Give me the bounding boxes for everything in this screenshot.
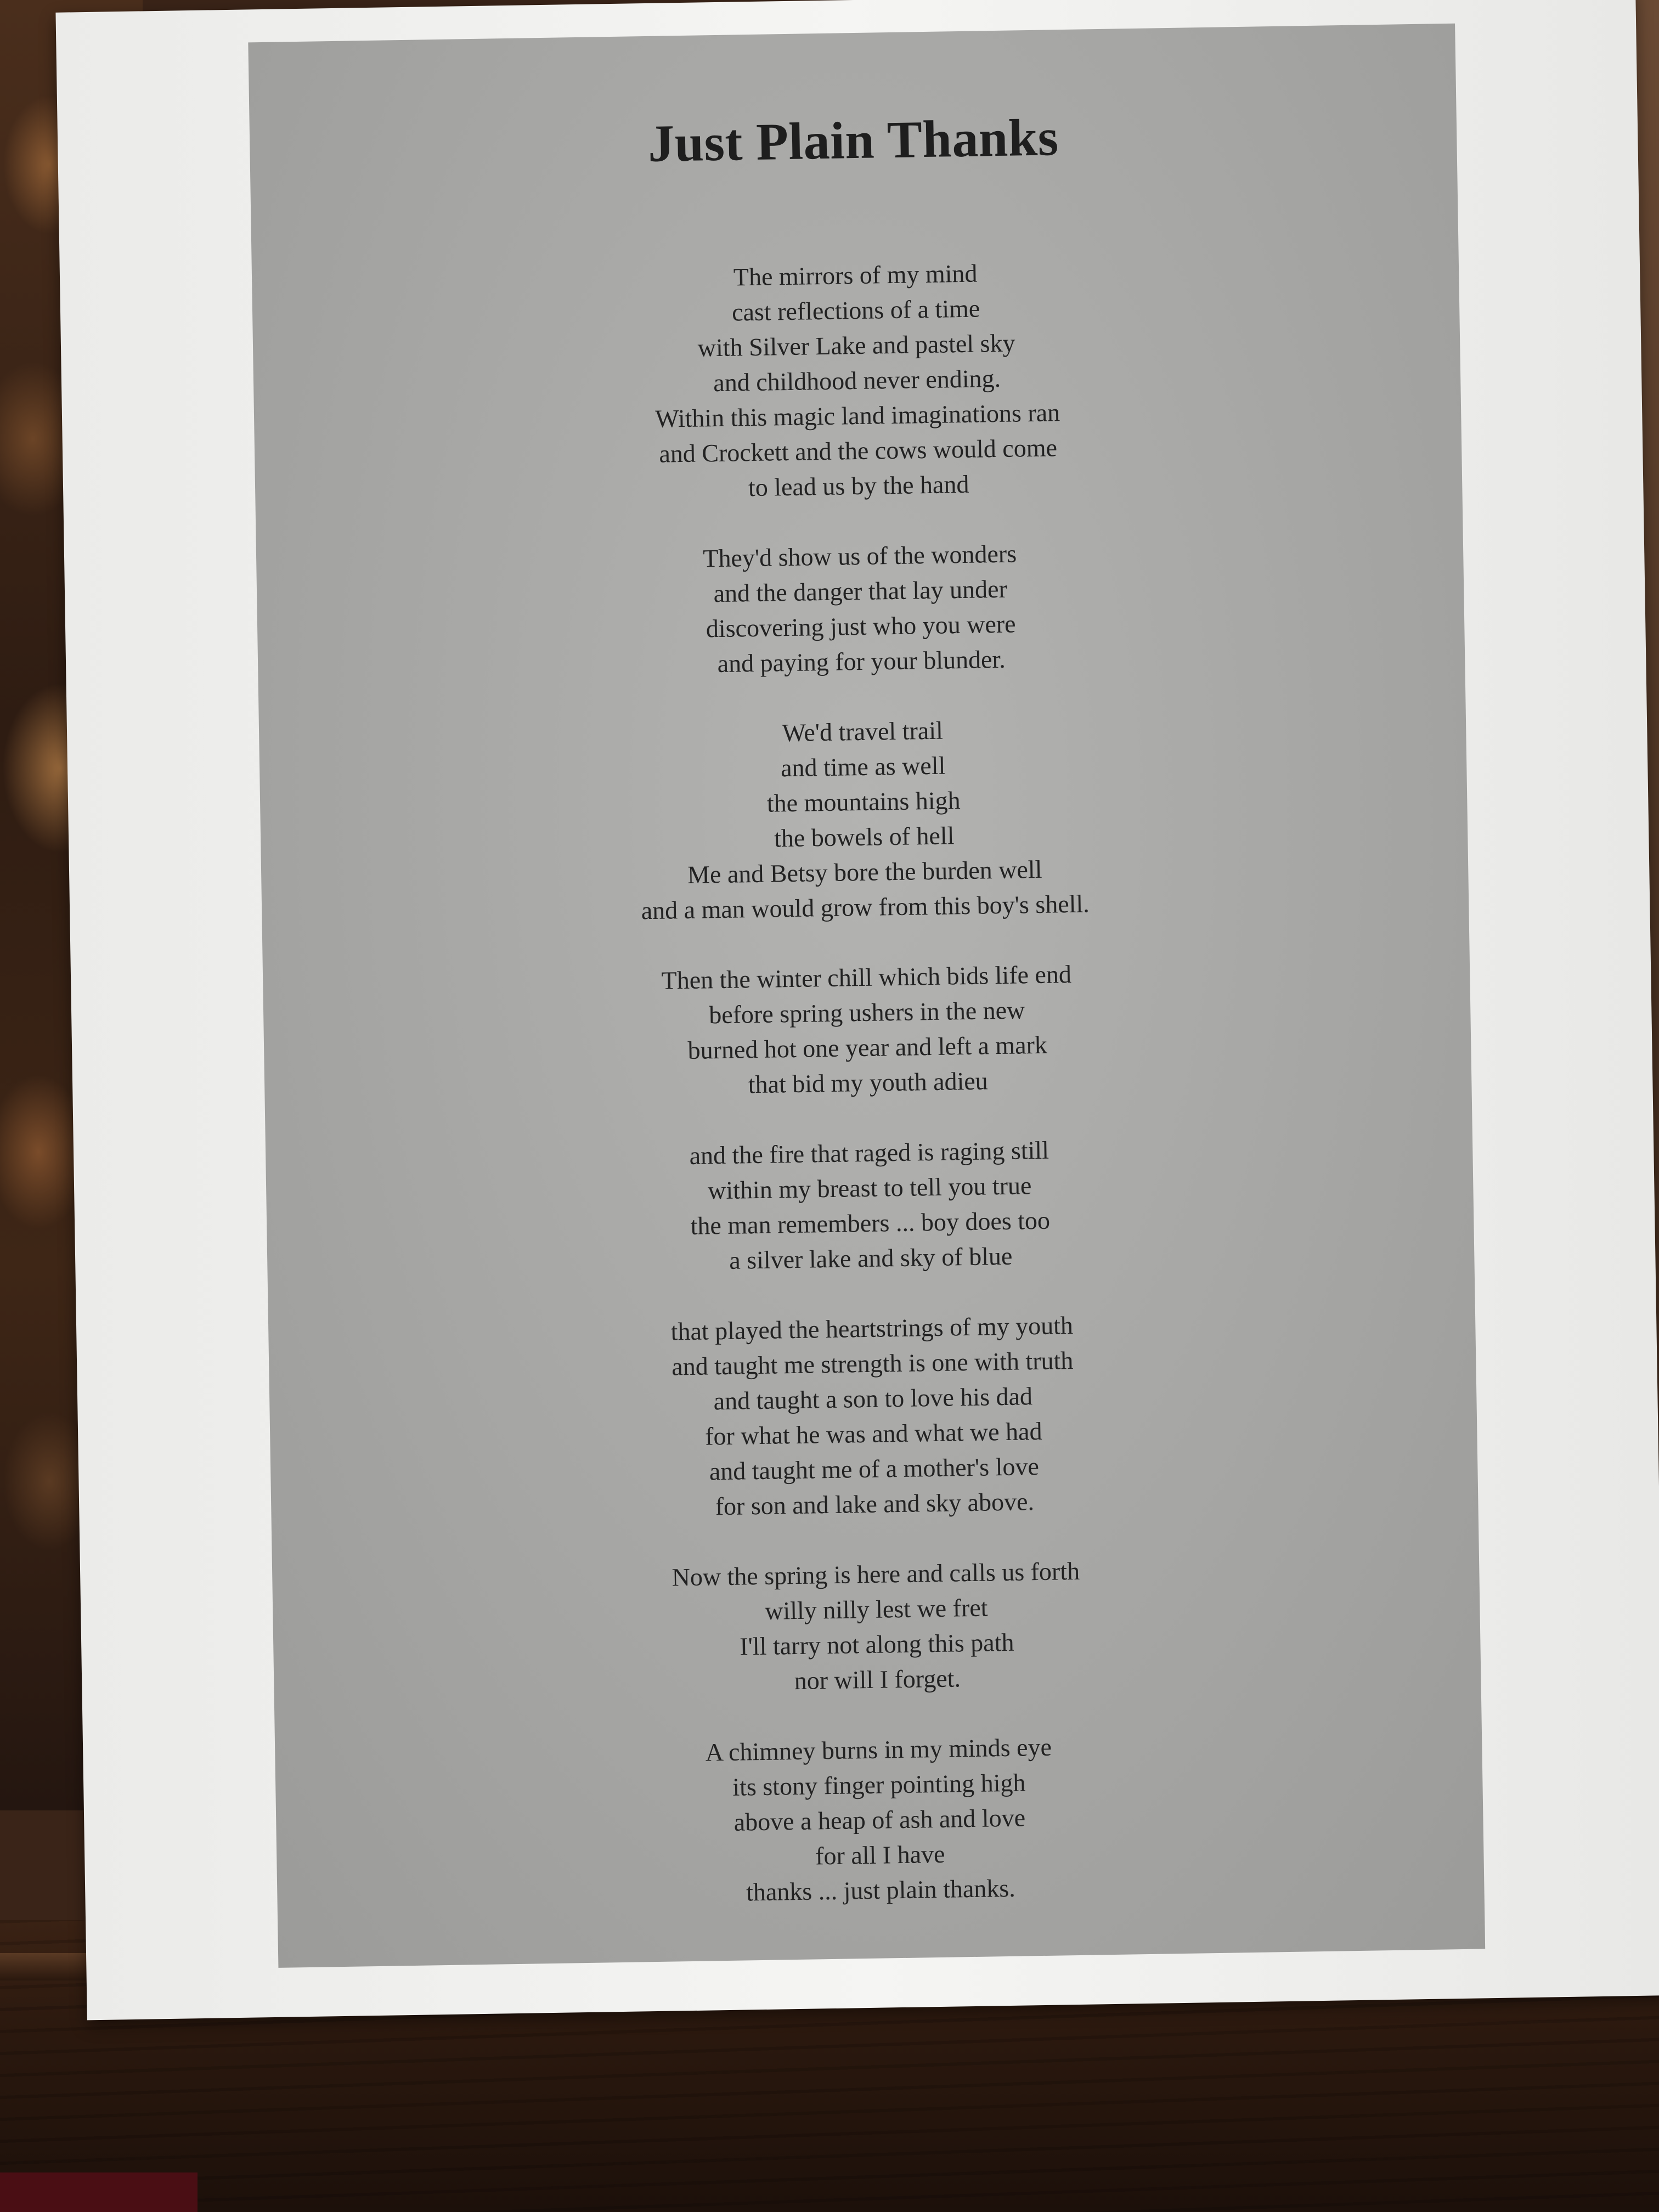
poem-line: that bid my youth adieu <box>748 1066 989 1099</box>
poem-line: and a man would grow from this boy's shell. <box>641 889 1090 925</box>
poem-stanza <box>272 1547 1481 1707</box>
poem-line: its stony finger pointing high <box>732 1768 1026 1801</box>
poem-line: to lead us by the hand <box>748 470 969 502</box>
poem-line: Then the winter chill which bids life end <box>661 960 1072 995</box>
poem-stanza <box>268 1301 1479 1531</box>
poem-line: thanks ... just plain thanks. <box>746 1874 1016 1906</box>
poem-line: and the danger that lay under <box>713 574 1008 608</box>
poem-line: and taught me strength is one with truth <box>671 1346 1074 1381</box>
poem-line: before spring ushers in the new <box>708 996 1025 1029</box>
poem-line: for what he was and what we had <box>704 1417 1042 1451</box>
poem-stanza <box>266 1126 1475 1286</box>
poem-stanza <box>256 529 1465 689</box>
poem-line: the mountains high <box>766 786 961 817</box>
poem-line: and taught me of a mother's love <box>709 1452 1040 1486</box>
poem-stanza <box>252 249 1463 514</box>
poem-title: Just Plain Thanks <box>647 108 1059 173</box>
poem-body <box>252 249 1485 1953</box>
poem-line: Now the spring is here and calls us forth <box>672 1556 1080 1592</box>
poem-line: and childhood never ending. <box>713 364 1001 397</box>
poem-line: with Silver Lake and pastel sky <box>697 329 1015 362</box>
poem-line: within my breast to tell you true <box>707 1171 1032 1205</box>
poem-line: I'll tarry not along this path <box>739 1628 1014 1661</box>
poem-line: discovering just who you were <box>706 610 1016 643</box>
poem-stanza <box>259 705 1469 935</box>
poem-line: The mirrors of my mind <box>733 259 978 291</box>
poem-line: nor will I forget. <box>794 1664 961 1695</box>
printed-sheet <box>55 0 1659 2020</box>
poem-line: above a heap of ash and love <box>733 1803 1026 1836</box>
background-cloth <box>0 2172 198 2212</box>
poem-stanza <box>275 1723 1485 1917</box>
poem-line: for all I have <box>815 1839 945 1870</box>
poem-line: the bowels of hell <box>774 821 955 853</box>
poem-line: that played the heartstrings of my youth <box>670 1311 1074 1346</box>
poem-line: Within this magic land imaginations ran <box>654 398 1060 433</box>
poem-stanza <box>263 951 1472 1110</box>
poem-print-area <box>248 24 1485 1968</box>
poem-line: We'd travel trail <box>782 716 944 747</box>
poem-line: for son and lake and sky above. <box>715 1487 1035 1521</box>
poem-line: a silver lake and sky of blue <box>729 1242 1013 1274</box>
poem-line: the man remembers ... boy does too <box>690 1206 1051 1240</box>
poem-line: and paying for your blunder. <box>717 645 1006 678</box>
poem-line: and Crockett and the cows would come <box>659 433 1058 468</box>
poem-line: willy nilly lest we fret <box>764 1593 988 1625</box>
poem-line: A chimney burns in my minds eye <box>705 1733 1052 1767</box>
poem-line: Me and Betsy bore the burden well <box>687 855 1042 889</box>
poem-line: and time as well <box>780 751 946 782</box>
poem-line: burned hot one year and left a mark <box>687 1030 1048 1064</box>
poem-line: They'd show us of the wonders <box>702 539 1017 573</box>
poem-line: cast reflections of a time <box>731 294 980 326</box>
poem-line: and the fire that raged is raging still <box>689 1136 1049 1170</box>
poem-line: and taught a son to love his dad <box>713 1382 1033 1415</box>
